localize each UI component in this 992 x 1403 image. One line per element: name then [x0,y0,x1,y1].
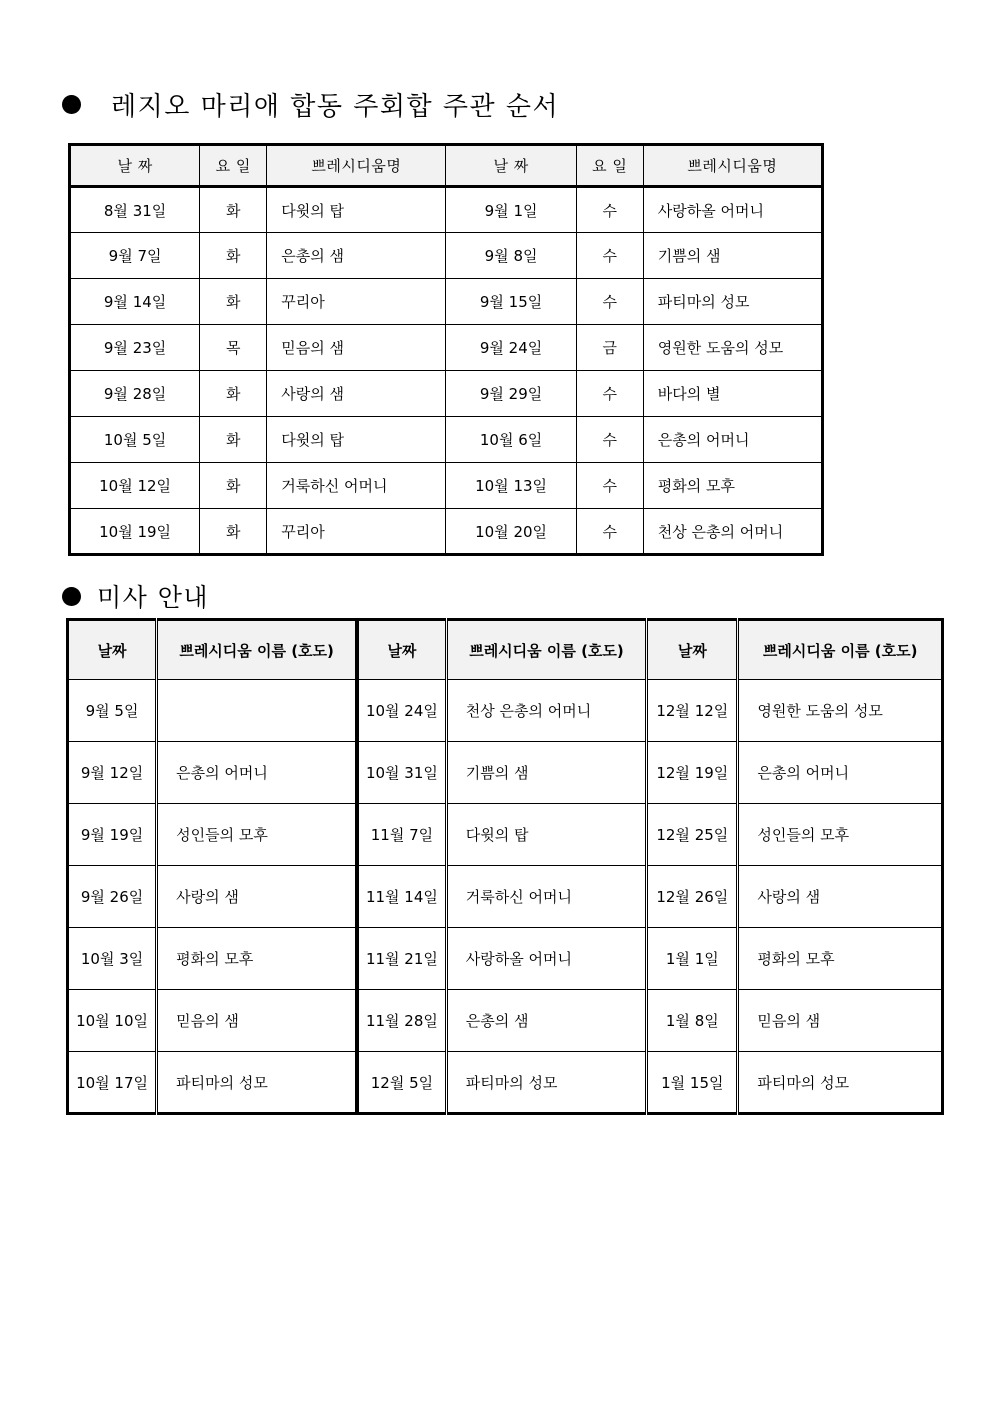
cell-name: 사랑의 샘 [738,866,943,928]
cell-day: 화 [200,463,267,509]
cell-date: 10월 10일 [68,990,157,1052]
schedule-header-date-1: 날 짜 [70,145,200,187]
cell-name: 거룩하신 어머니 [267,463,446,509]
table-row [70,325,823,371]
cell-name: 꾸리아 [267,509,446,555]
cell-name: 사랑하올 어머니 [643,187,822,233]
cell-date: 9월 12일 [68,742,157,804]
cell-name: 천상 은총의 어머니 [446,680,647,742]
cell-date: 9월 26일 [68,866,157,928]
mass-header-date-1: 날짜 [68,620,157,680]
filled-circle-bullet-icon [62,587,81,606]
cell-name: 다윗의 탑 [267,417,446,463]
cell-name: 다윗의 탑 [446,804,647,866]
cell-date: 12월 5일 [357,1052,446,1114]
section-title-schedule: 레지오 마리애 합동 주회합 주관 순서 [111,92,560,122]
cell-date: 11월 7일 [357,804,446,866]
cell-date: 11월 14일 [357,866,446,928]
mass-header-name-1: 쁘레시디움 이름 (호도) [157,620,358,680]
mass-table-header-row [68,620,943,680]
cell-name: 믿음의 샘 [157,990,358,1052]
cell-date: 1월 15일 [647,1052,738,1114]
cell-name: 은총의 어머니 [643,417,822,463]
schedule-header-name-2: 쁘레시디움명 [643,145,822,187]
schedule-header-name-1: 쁘레시디움명 [267,145,446,187]
cell-date: 10월 19일 [70,509,200,555]
cell-name: 은총의 샘 [267,233,446,279]
cell-name: 영원한 도움의 성모 [643,325,822,371]
cell-date: 1월 1일 [647,928,738,990]
section-title-mass: 미사 안내 [97,583,210,612]
table-row [70,371,823,417]
cell-date: 11월 21일 [357,928,446,990]
cell-day: 수 [576,509,643,555]
mass-header-date-2: 날짜 [357,620,446,680]
cell-day: 수 [576,187,643,233]
cell-date: 10월 31일 [357,742,446,804]
cell-day: 수 [576,371,643,417]
cell-name: 성인들의 모후 [738,804,943,866]
table-row [68,928,943,990]
cell-date: 10월 3일 [68,928,157,990]
cell-date: 10월 17일 [68,1052,157,1114]
cell-date: 9월 5일 [68,680,157,742]
cell-name: 은총의 어머니 [157,742,358,804]
cell-date: 10월 20일 [446,509,576,555]
cell-date: 1월 8일 [647,990,738,1052]
cell-day: 화 [200,371,267,417]
cell-name: 바다의 별 [643,371,822,417]
cell-name: 평화의 모후 [157,928,358,990]
table-row [70,233,823,279]
cell-day: 금 [576,325,643,371]
table-row [70,187,823,233]
cell-name: 천상 은총의 어머니 [657,522,784,541]
cell-date: 9월 19일 [68,804,157,866]
cell-date: 9월 23일 [70,325,200,371]
cell-name: 사랑의 샘 [157,866,358,928]
cell-date: 12월 25일 [647,804,738,866]
cell-day: 화 [200,417,267,463]
cell-name: 성인들의 모후 [157,804,358,866]
cell-name: 기쁨의 샘 [643,233,822,279]
cell-day: 목 [200,325,267,371]
cell-date: 12월 26일 [647,866,738,928]
cell-name: 파티마의 성모 [757,1073,850,1092]
cell-date: 8월 31일 [70,187,200,233]
schedule-header-date-2: 날 짜 [446,145,576,187]
cell-date: 12월 12일 [647,680,738,742]
cell-name: 다윗의 탑 [267,187,446,233]
cell-name: 파티마의 성모 [446,1052,647,1114]
table-row [68,804,943,866]
cell-name: 사랑의 샘 [267,371,446,417]
cell-name: 영원한 도움의 성모 [738,680,943,742]
cell-date: 9월 8일 [446,233,576,279]
table-row [68,1052,943,1114]
cell-name: 거룩하신 어머니 [446,866,647,928]
section-heading-mass [62,578,209,614]
cell-day: 수 [576,233,643,279]
cell-name: 은총의 샘 [446,990,647,1052]
cell-day: 수 [576,417,643,463]
cell-date: 10월 24일 [357,680,446,742]
cell-date: 9월 28일 [70,371,200,417]
cell-date: 9월 24일 [446,325,576,371]
cell-name: 믿음의 샘 [267,325,446,371]
filled-circle-bullet-icon [62,95,81,114]
schedule-header-day-1: 요 일 [200,145,267,187]
cell-day: 수 [576,279,643,325]
cell-name: 믿음의 샘 [738,990,943,1052]
table-row [68,680,943,742]
cell-date: 10월 6일 [446,417,576,463]
table-row [70,463,823,509]
cell-name: 파티마의 성모 [157,1052,358,1114]
cell-day: 화 [200,509,267,555]
cell-name: 꾸리아 [267,279,446,325]
table-row [70,509,823,555]
cell-date: 10월 5일 [70,417,200,463]
cell-day: 화 [200,279,267,325]
cell-date: 10월 13일 [446,463,576,509]
mass-header-date-3: 날짜 [647,620,738,680]
cell-name [157,680,358,742]
cell-date: 9월 1일 [446,187,576,233]
table-row [68,866,943,928]
cell-date: 9월 14일 [70,279,200,325]
cell-name: 평화의 모후 [738,928,943,990]
cell-day: 수 [576,463,643,509]
cell-date: 10월 12일 [70,463,200,509]
table-row [70,279,823,325]
cell-name: 평화의 모후 [643,463,822,509]
schedule-header-day-2: 요 일 [576,145,643,187]
cell-date: 11월 28일 [357,990,446,1052]
cell-date: 9월 29일 [446,371,576,417]
table-row [70,417,823,463]
mass-table [66,618,944,1115]
cell-name: 기쁨의 샘 [446,742,647,804]
mass-header-name-3: 쁘레시디움 이름 (호도) [738,620,943,680]
cell-date: 9월 7일 [70,233,200,279]
schedule-table-header-row [70,145,823,187]
schedule-table [68,143,824,556]
cell-day: 화 [200,187,267,233]
cell-day: 화 [200,233,267,279]
table-row [68,742,943,804]
cell-name: 은총의 어머니 [738,742,943,804]
cell-date: 12월 19일 [647,742,738,804]
mass-header-name-2: 쁘레시디움 이름 (호도) [446,620,647,680]
section-heading-schedule [62,86,559,123]
cell-name: 사랑하올 어머니 [446,928,647,990]
cell-name: 파티마의 성모 [643,279,822,325]
cell-date: 9월 15일 [446,279,576,325]
table-row [68,990,943,1052]
